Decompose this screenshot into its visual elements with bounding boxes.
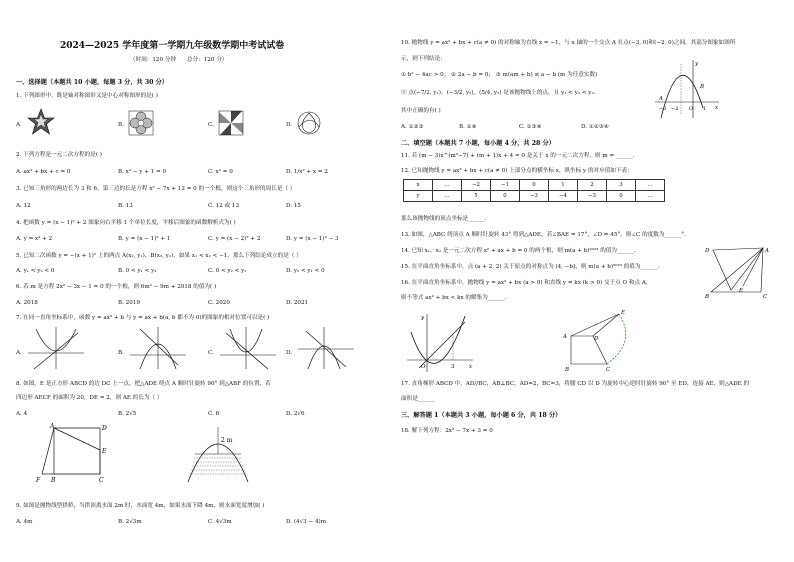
q4-option-a: A. y = x² + 2 — [16, 236, 53, 242]
pinwheel-figure-icon — [218, 110, 244, 136]
q6-option-b: B. 2019 — [118, 300, 140, 306]
fig8-label-d: D — [102, 425, 107, 432]
question-12-vertex: 那么该抛物线的顶点坐标是______. — [401, 216, 487, 222]
table-cell: 0 — [607, 191, 636, 202]
exam-score: 总分：120 分） — [187, 57, 228, 63]
question-9: 9. 如图是抛物线型拱桥，当拱顶离水面 2m 时，水面宽 4m，如果水面下降 4m，则水面宽度增加( ) — [16, 503, 265, 509]
q10-option-d: D. ①②③④ — [581, 124, 609, 130]
fig8-label-b: B — [51, 477, 56, 484]
table-row-x — [404, 180, 665, 191]
q5-option-c: C. 0 < y₂ < y₁ — [208, 268, 247, 274]
q4-option-b: B. y = (x − 1)² + 1 — [118, 236, 171, 242]
fig10-origin: O — [689, 106, 694, 112]
table-cell: 1 — [549, 180, 578, 191]
q2-option-d: D. 1/x² + x = 2 — [286, 169, 328, 175]
question-8-line1: 8. 如图，E 是正方形 ABCD 的边 DC 上一点，把△ADE 绕点 A 顺时针旋转 90° 到△ABF 的位置，若 — [16, 381, 271, 387]
q8-square-figure — [36, 422, 116, 484]
q6-option-d: D. 2021 — [286, 300, 309, 306]
exam-title: 2024—2025 学年度第一学期九年级数学期中考试试卷 — [60, 41, 285, 51]
table-cell: 2 — [578, 180, 607, 191]
fig17-label-d: D — [594, 336, 599, 342]
q9-arch-bridge-figure — [178, 424, 258, 484]
q1-option-b: B. — [118, 122, 124, 128]
q9-option-b: B. 2√3m — [118, 519, 142, 525]
q10-parabola-graph — [653, 58, 721, 120]
q1-option-a: A. — [16, 122, 22, 128]
table-cell: ... — [636, 180, 665, 191]
q2-option-a: A. ax² + bx + c = 0 — [16, 169, 71, 175]
fig10-label-a: A — [659, 96, 663, 102]
fig10-tick-neg3: −3 — [659, 106, 667, 112]
q10-prompt: 其中正确的有( ) — [401, 108, 441, 114]
q13-rotated-triangles-figure — [701, 244, 773, 300]
fig16-label-y: y — [421, 315, 425, 321]
question-16-line2: 则不等式 ax² + bx < kx 的解集为______. — [401, 295, 507, 301]
right-column — [401, 0, 786, 562]
fig17-label-b: B — [565, 367, 570, 373]
fig17-label-e: E — [621, 310, 626, 316]
table-cell: 0 — [520, 180, 549, 191]
table-cell: −4 — [549, 191, 578, 202]
q4-option-c: C. y = (x − 2)² + 2 — [208, 236, 261, 242]
fig10-tick-neg2: −2 — [671, 106, 679, 112]
question-10-line2: 示，则下列结论： — [401, 56, 446, 62]
fig13-label-b: B — [705, 294, 710, 300]
q5-option-b: B. 0 < y₁ < y₂ — [118, 268, 157, 274]
q3-option-b: B. 13 — [118, 203, 133, 209]
question-7: 7. 在同一直角坐标系中，函数 y = ax² + b 与 y = ax + b(a, b 都不为 0)的图象的相对位置可以是( ) — [16, 315, 270, 321]
q7-graph-c — [218, 325, 278, 371]
q16-parabola-line-graph — [405, 312, 475, 374]
fig13-label-e: E — [739, 288, 744, 294]
question-6: 6. 若 m 是方程 2x² − 3x − 1 = 0 的一个根，则 6m² − 9m + 2018 的值为( ) — [16, 284, 217, 290]
fig17-label-c: C — [606, 367, 611, 373]
fig16-origin: O — [421, 364, 426, 370]
q10-statement-1-3: ① b² − 4ac > 0； ② 2a − b = 0； ③ m(am + b) ≤ a − b (m 为任意实数) — [401, 72, 598, 78]
fig16-label-x: x — [469, 364, 473, 370]
table-cell: −3 — [520, 191, 549, 202]
fig9-height-label: 2 m — [221, 437, 233, 444]
question-3: 3. 已知三角形的两边长为 3 和 6，第三边的长是方程 x² − 7x + 12 = 0 的一个根，则这个三角形的周长是（ ） — [16, 186, 296, 192]
fig8-label-e: E — [102, 448, 107, 455]
q8-option-a: A. 4 — [16, 411, 28, 417]
q2-option-c: C. x² = 0 — [208, 169, 233, 175]
question-5: 5. 已知二次函数 y = −(x + 1)² 上的两点 A(x₁, y₁)，B(x₂, y₂)，如果 x₁ < x₂ < −1，那么下列结论成立的是（ ） — [16, 253, 302, 259]
flower-figure-icon — [128, 110, 154, 136]
q7-option-a: A. — [16, 350, 22, 356]
fig10-label-x: x — [715, 105, 719, 111]
table-cell: −1 — [491, 180, 520, 191]
q8-option-d: D. 2√6 — [286, 411, 305, 417]
fig8-label-c: C — [99, 477, 104, 484]
table-cell: ... — [433, 191, 462, 202]
question-18: 18. 解下列方程：2x² − 7x + 3 = 0 — [401, 428, 493, 434]
table-cell: −3 — [578, 191, 607, 202]
fig8-label-f: F — [36, 477, 41, 484]
fig17-label-a: A — [563, 334, 567, 340]
q5-option-a: A. y₁ < y₂ < 0 — [16, 268, 55, 274]
table-cell: ... — [636, 191, 665, 202]
q7-option-c: C. — [208, 350, 214, 356]
q7-graph-a — [26, 325, 86, 371]
question-4: 4. 把函数 y = (x − 1)² + 2 图象向右平移 1 个单位长度，平移后图象的函数解析式为( ) — [16, 220, 236, 226]
q3-option-a: A. 12 — [16, 203, 31, 209]
q7-graph-b — [128, 325, 188, 371]
section-choice-heading: 一、选择题（本题共 10 小题，每题 3 分，共 30 分） — [16, 79, 169, 86]
table-cell: −2 — [462, 180, 491, 191]
q6-option-c: C. 2020 — [208, 300, 230, 306]
q7-option-d: D. — [286, 350, 293, 356]
question-15: 15. 在平面直角坐标系中，点 (a + 2, 2) 关于原点的对称点为 (4, −b)，则 m(a + b)²⁰²³ 的值为______. — [401, 264, 660, 270]
table-cell: ... — [433, 180, 462, 191]
table-cell: x — [404, 180, 433, 191]
q17-trapezoid-figure — [561, 308, 641, 372]
question-8-line2: 四边形 AECF 的面积为 20，DE = 2，则 AE 的长为（ ） — [16, 395, 163, 401]
table-row-y — [404, 191, 665, 202]
q9-option-d: D. (4√3 − 4)m — [286, 519, 326, 525]
q12-value-table — [403, 179, 665, 202]
section-fill-heading: 二、填空题（本题共 7 小题，每小题 4 分，共 28 分） — [401, 140, 555, 147]
question-17-line1: 17. 直角梯形 ABCD 中，AD//BC，AB⊥BC，AD=2，BC=3，将腰 CD 以 D 为旋转中心逆时针旋转 90° 至 ED，连接 AE，则△ADE 的 — [401, 381, 750, 387]
q4-option-d: D. y = (x − 1)² − 3 — [286, 236, 339, 242]
q10-option-a: A. ①②③ — [401, 124, 424, 130]
q10-option-c: C. ①③④ — [519, 124, 542, 130]
q9-option-a: A. 4m — [16, 519, 33, 525]
q1-option-d: D. — [286, 122, 293, 128]
table-cell: 3 — [607, 180, 636, 191]
fig8-label-a: A — [50, 423, 55, 430]
question-16-line1: 16. 在平面直角坐标系中，抛物线 y = ax² + bx (a > 0) 和直线 y = kx (k > 0) 交于点 O 和点 A， — [401, 280, 652, 286]
question-2: 2. 下列方程是一元二次方程的是( ) — [16, 152, 102, 158]
q3-option-c: C. 12 或 13 — [208, 203, 240, 209]
table-cell: 5 — [462, 191, 491, 202]
exam-time: （时间：120 分钟 — [130, 57, 177, 63]
question-14: 14. 已知 x₁，x₂ 是一元二次方程 x² + ax + b = 0 的两个根，则 m(a + b)²⁰²³ 的值为______. — [401, 248, 636, 254]
q7-graph-d — [296, 325, 356, 371]
fig13-label-d: D — [705, 248, 710, 254]
question-17-line2: 面积是______ — [401, 396, 435, 402]
fig13-label-a: A — [765, 248, 769, 254]
fig10-tick-1: 1 — [703, 106, 707, 112]
fig16-tick-3: 3 — [451, 364, 455, 370]
q9-option-c: C. 4√3m — [208, 519, 232, 525]
question-1: 1. 下列图形中，既是轴对称图形又是中心对称图形的是( ) — [16, 93, 158, 99]
table-cell: 0 — [491, 191, 520, 202]
q10-option-b: B. ①④ — [459, 124, 477, 130]
question-10-line1: 10. 抛物线 y = ax² + bx + c(a ≠ 0) 的对称轴为直线 x = −1，与 x 轴的一个交点 A 在点(−3, 0)和(−2, 0)之间，其部分图象如图所 — [401, 40, 736, 46]
fig10-label-y: y — [695, 61, 699, 67]
table-cell: y — [404, 191, 433, 202]
star-figure-icon — [26, 108, 56, 136]
question-13: 13. 如图，△ABC 绕顶点 A 顺时针旋转 43° 得到△ADE，若∠BAE = 17°，∠D = 45°，则∠C 的度数为______°. — [401, 232, 686, 238]
q5-option-d: D. y₂ < y₁ < 0 — [286, 268, 325, 274]
fig13-label-c: C — [763, 294, 768, 300]
q7-option-b: B. — [118, 350, 124, 356]
left-column — [12, 0, 397, 562]
trefoil-figure-icon — [296, 110, 322, 136]
q10-statement-4: ④ 点(−7/2, y₁)，(−3/2, y₂)，(5/4, y₃) 是该抛物线上的点，且 y₁ < y₂ < y₃. — [401, 90, 596, 96]
q8-option-b: B. 2√5 — [118, 411, 137, 417]
q3-option-d: D. 15 — [286, 203, 301, 209]
q6-option-a: A. 2018 — [16, 300, 38, 306]
section-solve-heading: 三、解答题 1（本题共 3 小题，每小题 6 分，共 18 分） — [401, 412, 562, 419]
q8-option-c: C. 6 — [208, 411, 220, 417]
question-12: 12. 已知抛物线 y = ax² + bx + c(a ≠ 0) 上部分点的横坐标 x，纵坐标 y 的对应值如下表： — [401, 168, 633, 174]
question-11: 11. 若 (m − 3)x^(m²−7) + (m + 1)x + 4 = 0 是关于 x 的一元二次方程，则 m = ______. — [401, 153, 635, 159]
fig10-label-b: B — [700, 84, 705, 90]
q2-option-b: B. x² − y + 1 = 0 — [118, 169, 167, 175]
q1-option-c: C. — [208, 122, 214, 128]
